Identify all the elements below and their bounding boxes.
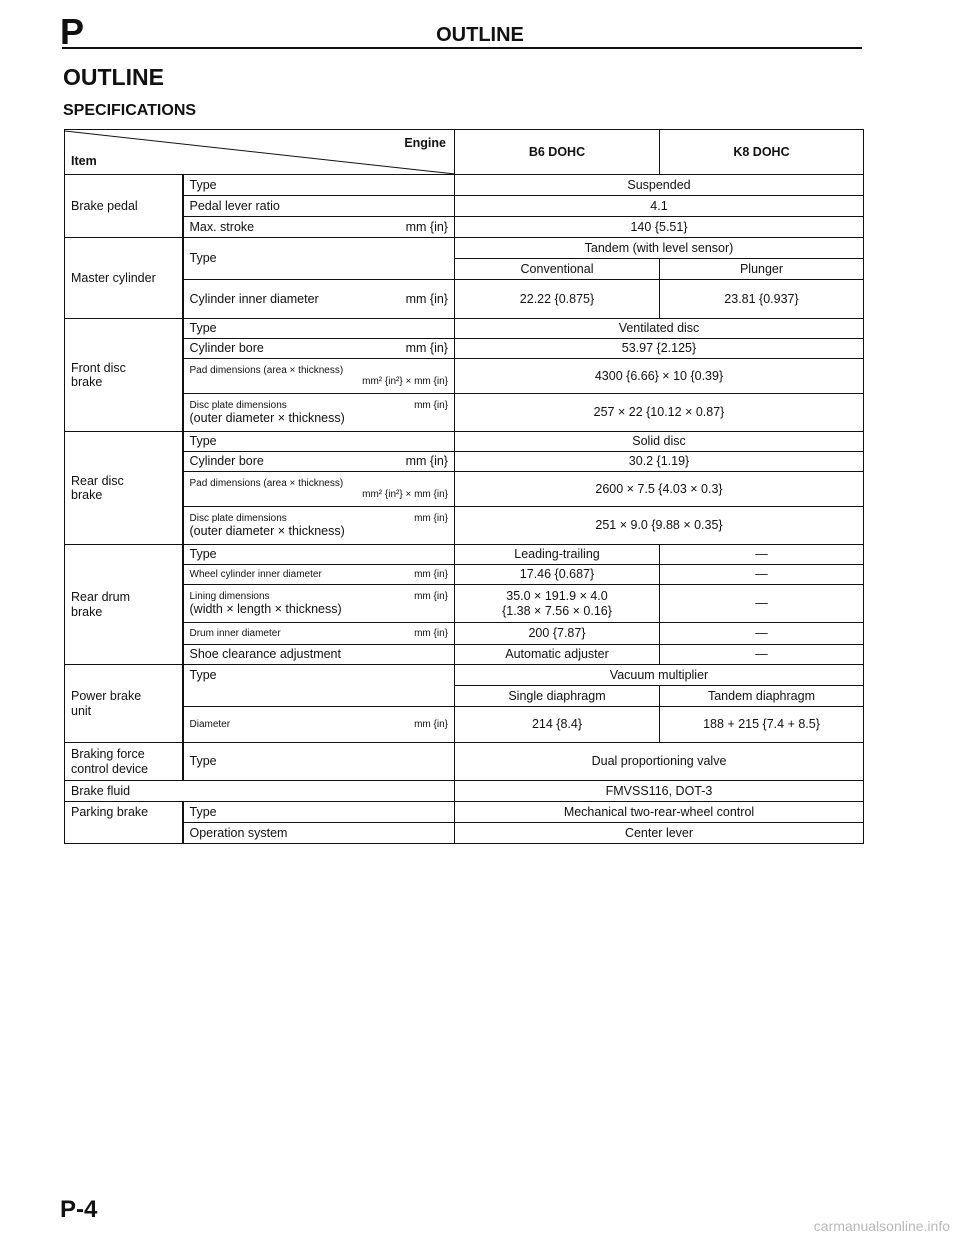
label-text: Lining dimensions [189, 590, 270, 602]
row-label [183, 452, 455, 472]
b6-value: Single diaphragm [455, 686, 660, 707]
label-text: (outer diameter × thickness) [189, 524, 345, 539]
value-cell: FMVSS116, DOT-3 [455, 781, 864, 802]
value-cell: 4.1 [455, 196, 864, 217]
table-row [65, 319, 864, 339]
row-label: Type [183, 665, 455, 707]
label-text: Pad dimensions (area × thickness) [189, 477, 344, 489]
brake-pedal-label: Brake pedal [65, 175, 183, 238]
table-row [65, 802, 864, 823]
table-row [65, 339, 864, 359]
label-text: Disc plate dimensions [189, 512, 287, 524]
value-line: {1.38 × 7.56 × 0.16} [502, 603, 612, 618]
label-text: Wheel cylinder inner diameter [189, 568, 322, 580]
value-line: 35.0 × 191.9 × 4.0 [506, 589, 608, 604]
table-row [65, 280, 864, 319]
table-row [65, 665, 864, 686]
value-cell: 53.97 {2.125} [455, 339, 864, 359]
table-row [65, 238, 864, 259]
row-label [183, 565, 455, 585]
row-label [183, 585, 455, 623]
value-cell: 251 × 9.0 {9.88 × 0.35} [455, 507, 864, 545]
row-label: Type [183, 545, 455, 565]
value-cell: 257 × 22 {10.12 × 0.87} [455, 394, 864, 432]
b6-value: Leading-trailing [455, 545, 660, 565]
corner-header [65, 130, 455, 175]
unit-text: mm {in} [414, 718, 448, 730]
row-label: Type [183, 432, 455, 452]
label-line: Braking force [71, 747, 145, 762]
master-cylinder-label: Master cylinder [65, 238, 183, 319]
unit-text: mm {in} [414, 512, 448, 524]
front-disc-label [65, 319, 183, 432]
row-label [183, 339, 455, 359]
braking-force-label [65, 743, 183, 781]
k8-value: Plunger [660, 259, 864, 280]
b6-column-header: B6 DOHC [455, 130, 660, 175]
unit-text: mm² {in²} × mm {in} [362, 376, 448, 387]
table-row [65, 507, 864, 545]
table-row [65, 217, 864, 238]
unit-text: mm {in} [414, 568, 448, 580]
unit-text: mm² {in²} × mm {in} [362, 489, 448, 500]
row-label [183, 707, 455, 743]
value-cell: Center lever [455, 823, 864, 844]
page-number: P-4 [60, 1196, 98, 1223]
table-row [65, 585, 864, 623]
row-label [183, 472, 455, 507]
specifications-table [64, 129, 864, 844]
label-text: Cylinder bore [189, 454, 264, 469]
section-letter: P [60, 11, 85, 52]
table-row [65, 359, 864, 394]
parking-brake-label: Parking brake [65, 802, 183, 844]
table-row [65, 196, 864, 217]
row-label: Type [183, 319, 455, 339]
row-label [183, 217, 455, 238]
unit-text: mm {in} [414, 627, 448, 639]
watermark: carmanualsonline.info [813, 1218, 950, 1234]
label-line: Rear disc [71, 473, 124, 488]
row-label: Type [183, 802, 455, 823]
k8-value: 23.81 {0.937} [660, 280, 864, 319]
k8-value: — [660, 623, 864, 645]
label-line: brake [71, 488, 103, 502]
row-label [183, 359, 455, 394]
k8-value: Tandem diaphragm [660, 686, 864, 707]
label-line: Rear drum [71, 590, 131, 605]
k8-value: — [660, 545, 864, 565]
row-label: Operation system [183, 823, 455, 844]
value-cell: Tandem (with level sensor) [455, 238, 864, 259]
k8-value: — [660, 585, 864, 623]
row-label: Shoe clearance adjustment [183, 645, 455, 665]
page-heading: OUTLINE [63, 64, 164, 90]
table-row [65, 823, 864, 844]
unit-text: mm {in} [405, 219, 448, 234]
label-text: Diameter [189, 718, 231, 730]
b6-value: Automatic adjuster [455, 645, 660, 665]
engine-header: Engine [404, 136, 446, 150]
b6-value: 22.22 {0.875} [455, 280, 660, 319]
label-line: unit [71, 703, 92, 718]
item-header: Item [71, 153, 97, 168]
unit-text: mm {in} [405, 454, 448, 469]
brake-fluid-label: Brake fluid [65, 781, 455, 802]
label-line: Power brake [71, 689, 142, 704]
section-subheading: SPECIFICATIONS [63, 102, 197, 119]
row-label [183, 623, 455, 645]
b6-value: 200 {7.87} [455, 623, 660, 645]
table-row [65, 175, 864, 196]
k8-value: 188 + 215 {7.4 + 8.5} [660, 707, 864, 743]
value-cell: Ventilated disc [455, 319, 864, 339]
b6-value: Conventional [455, 259, 660, 280]
corner-diagonal [65, 130, 455, 175]
table-row [65, 623, 864, 645]
label-text: Pad dimensions (area × thickness) [189, 364, 344, 376]
row-label: Type [183, 743, 455, 781]
b6-value: 17.46 {0.687} [455, 565, 660, 585]
value-cell: 4300 {6.66} × 10 {0.39} [455, 359, 864, 394]
table-row [65, 452, 864, 472]
header-rule [62, 47, 862, 49]
label-text: Drum inner diameter [189, 627, 281, 639]
table-row [65, 472, 864, 507]
value-cell: 30.2 {1.19} [455, 452, 864, 472]
label-text: (width × length × thickness) [189, 602, 342, 617]
table-row [65, 645, 864, 665]
label-text: Cylinder bore [189, 341, 264, 356]
row-label: Type [183, 238, 455, 280]
value-cell: 140 {5.51} [455, 217, 864, 238]
k8-column-header: K8 DOHC [660, 130, 864, 175]
value-cell: Suspended [455, 175, 864, 196]
k8-value: — [660, 565, 864, 585]
page-header-title: OUTLINE [436, 24, 524, 46]
rear-disc-label [65, 432, 183, 545]
unit-text: mm {in} [405, 341, 448, 356]
k8-value: — [660, 645, 864, 665]
value-cell: Vacuum multiplier [455, 665, 864, 686]
b6-value: 214 {8.4} [455, 707, 660, 743]
power-brake-label [65, 665, 183, 743]
table-row [65, 743, 864, 781]
table-row [65, 707, 864, 743]
b6-value [455, 585, 660, 623]
table-row [65, 565, 864, 585]
value-cell: Solid disc [455, 432, 864, 452]
value-cell: Mechanical two-rear-wheel control [455, 802, 864, 823]
label-text: Disc plate dimensions [189, 399, 287, 411]
unit-text: mm {in} [414, 590, 448, 602]
label-line: brake [71, 375, 103, 389]
unit-text: mm {in} [405, 291, 448, 306]
table-row [65, 781, 864, 802]
table-row [65, 432, 864, 452]
table-header-row [65, 130, 864, 175]
row-label: Type [183, 175, 455, 196]
label-text: Cylinder inner diameter [189, 291, 319, 306]
row-label [183, 280, 455, 319]
row-label [183, 394, 455, 432]
row-label: Pedal lever ratio [183, 196, 455, 217]
label-line: Front disc [71, 360, 126, 375]
label-line: brake [71, 604, 103, 619]
row-label [183, 507, 455, 545]
unit-text: mm {in} [414, 399, 448, 411]
label-text: Max. stroke [189, 219, 255, 234]
table-row [65, 545, 864, 565]
value-cell: 2600 × 7.5 {4.03 × 0.3} [455, 472, 864, 507]
label-text: (outer diameter × thickness) [189, 411, 345, 426]
label-line: control device [71, 761, 149, 776]
value-cell: Dual proportioning valve [455, 743, 864, 781]
table-row [65, 394, 864, 432]
rear-drum-label [65, 545, 183, 665]
